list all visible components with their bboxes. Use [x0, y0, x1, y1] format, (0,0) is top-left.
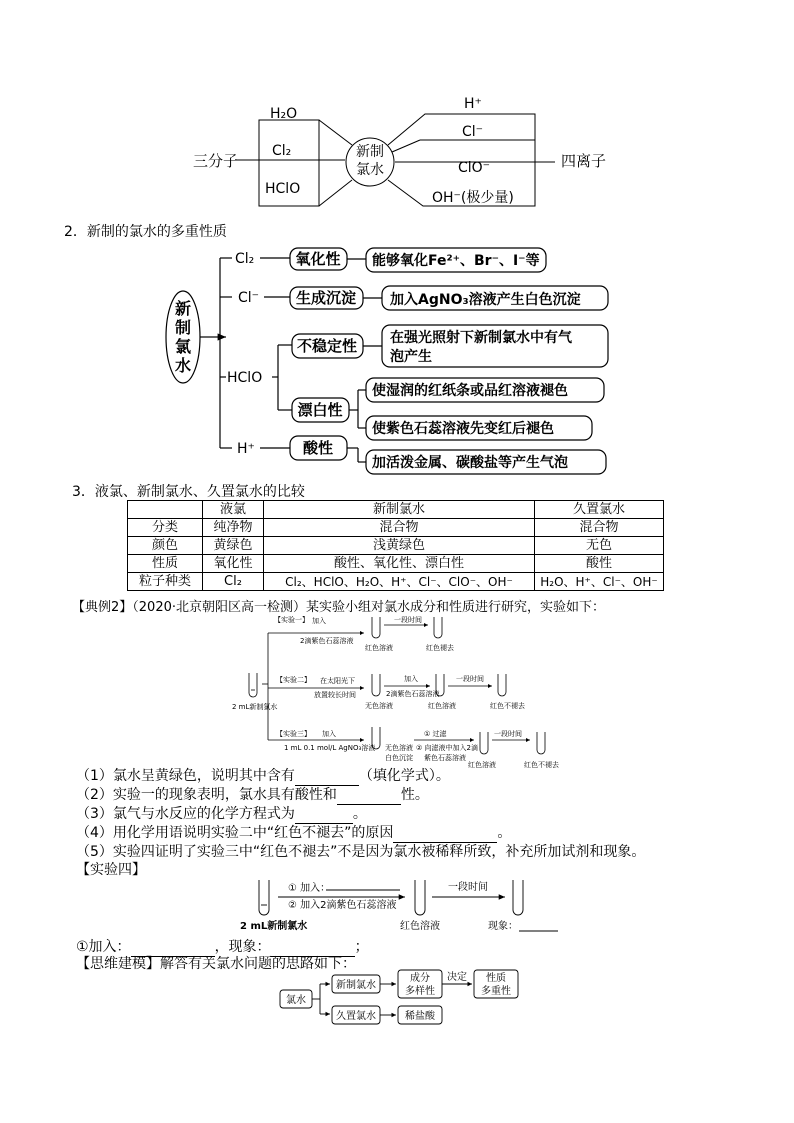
exp4-result-label: 现象： [488, 921, 518, 932]
fill-phenomenon-label: ，现象： [214, 939, 271, 955]
table-cell: 酸性、氧化性、漂白性 [264, 555, 535, 573]
section2-heading: 2．新制的氯水的多重性质 [64, 224, 227, 240]
table-cell: 黄绿色 [203, 537, 264, 555]
four-ions-label: 四离子 [561, 152, 607, 170]
comparison-table [127, 500, 664, 591]
desc-unstable-2: 泡产生 [390, 349, 432, 365]
properties-tree-diagram [166, 248, 608, 474]
question-4-text: （4）用化学用语说明实验二中“红色不褪去”的原因 [76, 825, 394, 841]
desc-litmus: 使紫色石蕊溶液先变红后褪色 [372, 421, 554, 437]
answer-blank-3[interactable] [295, 805, 353, 824]
exp3-add: 加入 [322, 730, 336, 738]
exp3-tag: 【实验三】 [276, 730, 311, 738]
question-5: （5）实验四证明了实验三中“红色不褪去”不是因为氯水被稀释所致，补充所加试剂和现象。 [76, 844, 646, 860]
molecule-h2o: H₂O [270, 106, 298, 122]
desc-bleach-paper: 使湿润的红纸条或品红溶液褪色 [372, 383, 568, 399]
property-bleaching: 漂白性 [297, 401, 343, 419]
desc-oxidize: 能够氧化Fe²⁺、Br⁻、I⁻等 [372, 253, 540, 269]
table-cell: 纯净物 [203, 519, 264, 537]
think-prop2: 多重性 [481, 986, 511, 997]
table-header-cell [128, 501, 203, 519]
fresh-chlorine-water-label-2: 氯水 [356, 162, 384, 178]
think-prop1: 性质 [486, 973, 506, 984]
molecule-cl2: Cl₂ [272, 143, 292, 159]
table-cell: H₂O、H⁺、Cl⁻、OH⁻ [535, 573, 664, 591]
exp3-precipitate: 白色沉淀 [385, 754, 413, 762]
molecule-hclo: HClO [265, 181, 301, 197]
ion-oh: OH⁻(极少量) [432, 190, 514, 206]
exp1-add: 加入 [312, 617, 326, 625]
table-cell: 混合物 [535, 519, 664, 537]
desc-agno3: 加入AgNO₃溶液产生白色沉淀 [390, 292, 581, 308]
question-1-tail: （填化学式）。 [358, 768, 450, 784]
table-cell: Cl₂ [203, 573, 264, 591]
desc-unstable-1: 在强光照射下新制氯水中有气 [390, 330, 572, 346]
question-1-text: （1）氯水呈黄绿色，说明其中含有 [76, 768, 295, 784]
exp2-tube1-label: 无色溶液 [365, 702, 393, 710]
table-cell: 性质 [128, 555, 203, 573]
table-cell: 颜色 [128, 537, 203, 555]
example-intro: 【典例2】（2020·北京朝阳区高一检测）某实验小组对氯水成分和性质进行研究，实验如下： [72, 600, 605, 615]
exp4-step2: ② 加入2滴紫色石蕊溶液 [288, 900, 397, 911]
table-row [128, 519, 664, 537]
think-dilute: 稀盐酸 [405, 1011, 435, 1022]
exp3-step3: 紫色石蕊溶液 [424, 754, 466, 762]
property-oxidizing: 氧化性 [295, 250, 341, 268]
table-row [128, 555, 664, 573]
exp2-add: 加入 [404, 675, 418, 683]
question-2-tail: 性。 [400, 787, 429, 803]
exp3-reagent: 1 mL 0.1 mol/L AgNO₃溶液 [284, 744, 376, 752]
exp1-tag: 【实验一】 [274, 616, 309, 624]
species-cl-ion: Cl⁻ [238, 290, 260, 306]
question-4 [76, 824, 511, 843]
section3-heading: 3．液氯、新制氯水、久置氯水的比较 [72, 484, 305, 500]
exp3-step1: ① 过滤 [424, 730, 447, 738]
table-cell: 混合物 [264, 519, 535, 537]
fresh-chlorine-water-label-1: 新制 [356, 144, 384, 160]
question-3-tail: 。 [352, 806, 367, 822]
species-h-ion: H⁺ [237, 441, 255, 457]
root-char-3: 氯 [174, 337, 192, 356]
question-3-text: （3）氯气与水反应的化学方程式为 [76, 806, 295, 822]
table-cell: 粒子种类 [128, 573, 203, 591]
question-3 [76, 805, 367, 824]
table-header-cell: 久置氯水 [535, 501, 664, 519]
thinking-heading: 【思维建模】解答有关氯水问题的思路如下： [76, 956, 356, 972]
root-char-2: 制 [174, 318, 192, 337]
exp2-tube2-label: 红色溶液 [428, 702, 456, 710]
property-unstable: 不稳定性 [296, 337, 358, 355]
species-cl2: Cl₂ [235, 251, 255, 267]
exp2-tag: 【实验二】 [276, 676, 311, 684]
exp2-reagent: 2滴紫色石蕊溶液 [386, 690, 440, 698]
three-molecules-label: 三分子 [193, 152, 239, 170]
desc-metal-carbonate: 加活泼金属、碳酸盐等产生气泡 [372, 455, 568, 471]
think-fresh: 新制氯水 [336, 980, 376, 991]
exp2-tube3-label: 红色不褪去 [490, 702, 525, 710]
think-comp2: 多样性 [405, 986, 435, 997]
exp3-tube2-label: 红色溶液 [468, 761, 496, 769]
answer-blank-1[interactable] [295, 767, 359, 786]
think-comp1: 成分 [410, 973, 430, 984]
ion-clo: ClO⁻ [458, 160, 491, 176]
exp2-cond1: 在太阳光下 [320, 677, 355, 685]
question-1 [76, 767, 450, 786]
answer-blank-4[interactable] [393, 824, 497, 843]
question-2-text: （2）实验一的现象表明，氯水具有酸性和 [76, 787, 337, 803]
table-cell: 酸性 [535, 555, 664, 573]
exp3-step2: ② 向滤液中加入2滴 [416, 744, 478, 752]
root-char-1: 新 [174, 299, 192, 318]
exp3-wait: 一段时间 [494, 730, 522, 738]
think-old: 久置氯水 [336, 1011, 376, 1022]
exp3-tube3-label: 红色不褪去 [524, 761, 559, 769]
exp3-solution: 无色溶液 [385, 744, 413, 752]
property-precipitate: 生成沉淀 [295, 289, 357, 307]
exp4-sample-label: 2 mL新制氯水 [240, 921, 308, 932]
table-cell: 氧化性 [203, 555, 264, 573]
think-decide: 决定 [447, 972, 467, 983]
fill-end: ； [354, 939, 369, 955]
root-char-4: 水 [174, 356, 192, 375]
exp1-reagent: 2滴紫色石蕊溶液 [300, 637, 354, 645]
table-header-cell: 液氯 [203, 501, 264, 519]
table-cell: 浅黄绿色 [264, 537, 535, 555]
exp2-wait: 一段时间 [456, 675, 484, 683]
think-root: 氯水 [286, 995, 306, 1006]
table-cell: Cl₂、HClO、H₂O、H⁺、Cl⁻、ClO⁻、OH⁻ [264, 573, 535, 591]
thinking-model-diagram [280, 970, 518, 1024]
table-cell: 无色 [535, 537, 664, 555]
experiment4-heading: 【实验四】 [76, 862, 146, 878]
table-header-cell: 新制氯水 [264, 501, 535, 519]
ion-h: H⁺ [464, 96, 482, 112]
species-hclo: HClO [227, 370, 263, 386]
question-4-tail: 。 [497, 825, 512, 841]
exp4-wait: 一段时间 [448, 882, 488, 893]
table-cell: 分类 [128, 519, 203, 537]
table-header-row [128, 501, 664, 519]
exp2-cond2: 放置较长时间 [314, 691, 356, 699]
property-acidic: 酸性 [302, 439, 334, 457]
start-sample-label: 2 mL新制氯水 [232, 703, 278, 711]
exp4-step1: ① 加入： [288, 883, 331, 894]
exp1-tube1-label: 红色溶液 [365, 644, 393, 652]
question-2 [76, 786, 429, 805]
fill-add-label: ①加入： [76, 939, 131, 955]
exp4-tube2-label: 红色溶液 [400, 921, 440, 932]
exp1-tube2-label: 红色褪去 [426, 644, 454, 652]
table-row [128, 573, 664, 591]
exp1-wait: 一段时间 [394, 616, 422, 624]
answer-blank-2[interactable] [337, 786, 401, 805]
table-row [128, 537, 664, 555]
ion-cl: Cl⁻ [462, 124, 484, 140]
